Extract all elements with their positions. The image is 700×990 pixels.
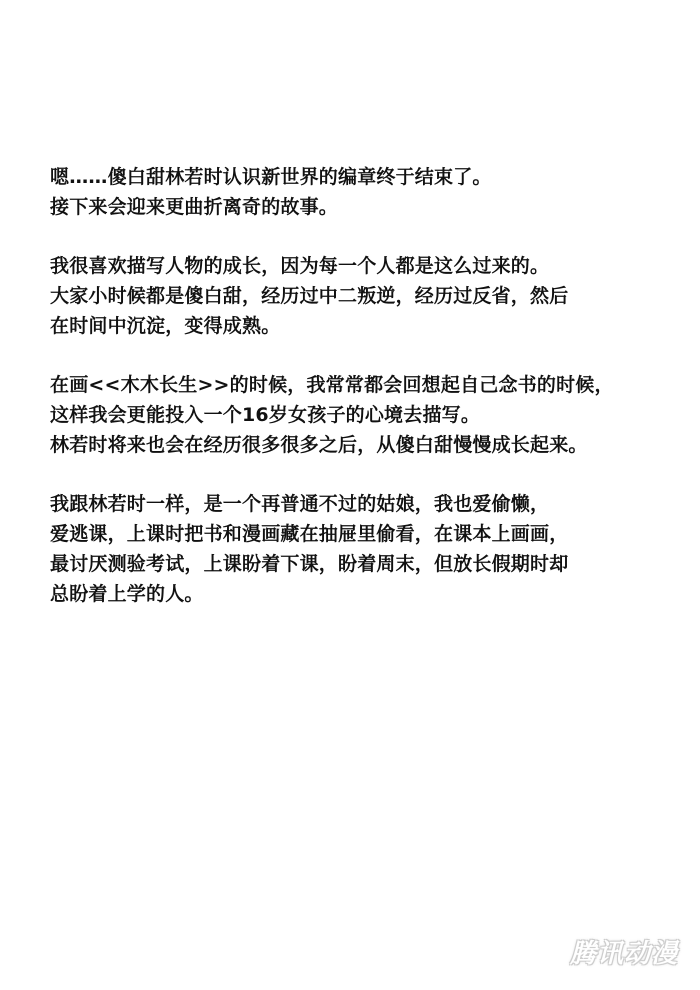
text-line: 最讨厌测验考试，上课盼着下课，盼着周末，但放长假期时却 [50, 553, 569, 575]
watermark-logo: 腾讯动漫 [569, 939, 678, 969]
text-line: 在时间中沉淀，变得成熟。 [50, 315, 281, 337]
text-line: 我跟林若时一样，是一个再普通不过的姑娘，我也爱偷懒， [50, 493, 550, 515]
text-line: 我很喜欢描写人物的成长，因为每一个人都是这么过来的。 [50, 255, 550, 277]
text-line: 林若时将来也会在经历很多很多之后，从傻白甜慢慢成长起来。 [50, 434, 588, 456]
paragraph-3 [50, 370, 670, 460]
paragraph-4 [50, 489, 670, 609]
text-line: 这样我会更能投入一个16岁女孩子的心境去描写。 [50, 404, 481, 426]
text-line: 接下来会迎来更曲折离奇的故事。 [50, 196, 339, 218]
paragraph-2 [50, 251, 670, 341]
afterword-text [50, 162, 670, 638]
text-line: 总盼着上学的人。 [50, 583, 204, 605]
text-line: 在画<<木木长生>>的时候，我常常都会回想起自己念书的时候， [50, 374, 614, 396]
text-line: 嗯……傻白甜林若时认识新世界的编章终于结束了。 [50, 166, 492, 188]
text-line: 大家小时候都是傻白甜，经历过中二叛逆，经历过反省，然后 [50, 285, 569, 307]
paragraph-1 [50, 162, 670, 222]
text-line: 爱逃课，上课时把书和漫画藏在抽屉里偷看，在课本上画画， [50, 523, 569, 545]
